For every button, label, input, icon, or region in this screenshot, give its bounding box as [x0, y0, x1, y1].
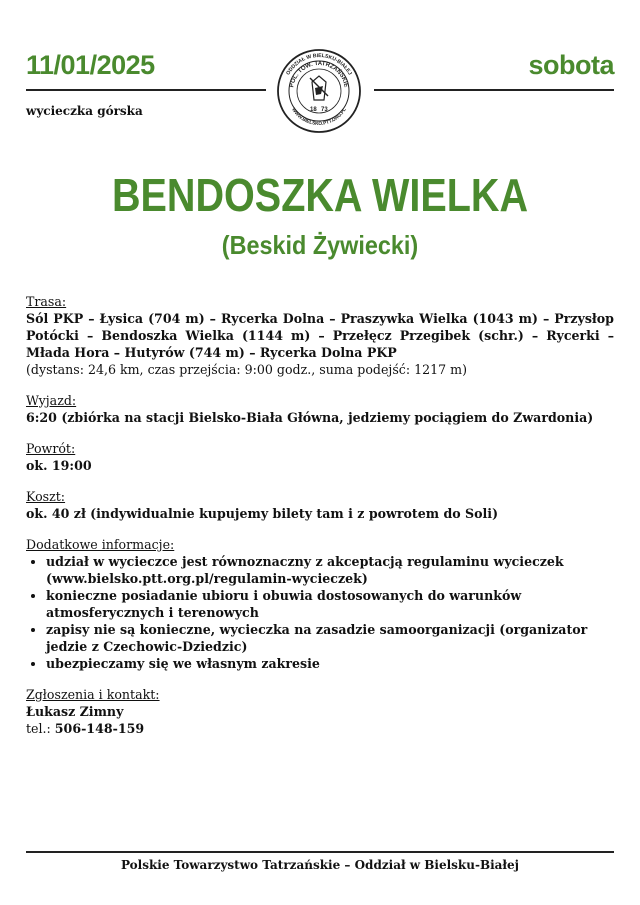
info-item: • konieczne posiadanie ubioru i obuwia dostosowanych do warunków atmosferycznych i terenowych: [46, 587, 614, 621]
footer-rule: [26, 851, 614, 853]
info-item: • zapisy nie są konieczne, wycieczka na zasadzie samoorganizacji (organizator jedzie z Czechowic-Dziedzic): [46, 621, 614, 655]
phone-label: tel.:: [26, 721, 55, 736]
contact-section: [26, 686, 614, 737]
trip-subtitle: (Beskid Żywiecki): [221, 230, 419, 260]
info-item: • ubezpieczamy się we własnym zakresie: [46, 655, 614, 672]
logo-ring-name: POL. TOW. TATRZAŃSKIE: [289, 60, 349, 89]
logo-ring-bottom: WWW.BIELSKO.PTT.ORG.PL: [290, 107, 348, 128]
route-details: (dystans: 24,6 km, czas przejścia: 9:00 godz., suma podejść: 1217 m): [26, 362, 467, 377]
phone-number: 506-148-159: [54, 721, 145, 736]
info-section: [26, 536, 614, 672]
departure-label: Wyjazd:: [26, 393, 77, 408]
ptt-logo-seal: [276, 48, 362, 134]
trip-date: 11/01/2025: [26, 50, 155, 80]
trip-details: [26, 293, 614, 751]
info-item: • udział w wycieczce jest równoznaczny z akceptacją regulaminu wycieczek (www.bielsko.ptt.org.pl/regulamin-wycieczek): [46, 553, 614, 587]
info-list: [26, 553, 614, 672]
footer-text: Polskie Towarzystwo Tatrzańskie – Oddział w Bielsku-Białej: [120, 858, 520, 872]
info-label: Dodatkowe informacje:: [26, 537, 175, 552]
route-label: Trasa:: [26, 294, 67, 309]
trip-type: wycieczka górska: [26, 104, 143, 118]
return-label: Powrót:: [26, 441, 76, 456]
trip-day: sobota: [528, 50, 614, 80]
trip-title: BENDOSZKA WIELKA: [111, 169, 529, 221]
logo-year-right: 73: [321, 107, 328, 113]
route-text: Sól PKP – Łysica (704 m) – Rycerka Dolna – Praszywka Wielka (1043 m) – Przysłop Potócki – Bendoszka Wielka (1144 m) – Przełęcz Przegibek (schr.) – Rycerki – Młada Hora – Hutyrów (744 m) – Rycerka Dolna PKP: [26, 311, 614, 360]
logo-year-left: 18: [310, 107, 317, 113]
contact-name: Łukasz Zimny: [26, 704, 124, 719]
route-section: [26, 293, 614, 378]
header-rule-right: [374, 89, 614, 91]
header-rule-left: [26, 89, 266, 91]
return-text: ok. 19:00: [26, 458, 92, 473]
svg-text:WWW.BIELSKO.PTT.ORG.PL: [290, 107, 348, 127]
cost-text: ok. 40 zł (indywidualnie kupujemy bilety tam i z powrotem do Soli): [26, 506, 499, 521]
departure-section: [26, 392, 614, 426]
departure-text: 6:20 (zbiórka na stacji Bielsko-Biała Główna, jedziemy pociągiem do Zwardonia): [26, 410, 594, 425]
return-section: [26, 440, 614, 474]
cost-section: [26, 488, 614, 522]
logo-ring-top: ODDZIAŁ W BIELSKU-BIAŁEJ: [285, 52, 353, 77]
mountaineer-emblem-icon: [310, 76, 328, 100]
contact-label: Zgłoszenia i kontakt:: [26, 687, 160, 702]
contact-phone-line: [26, 720, 614, 737]
cost-label: Koszt:: [26, 489, 66, 504]
